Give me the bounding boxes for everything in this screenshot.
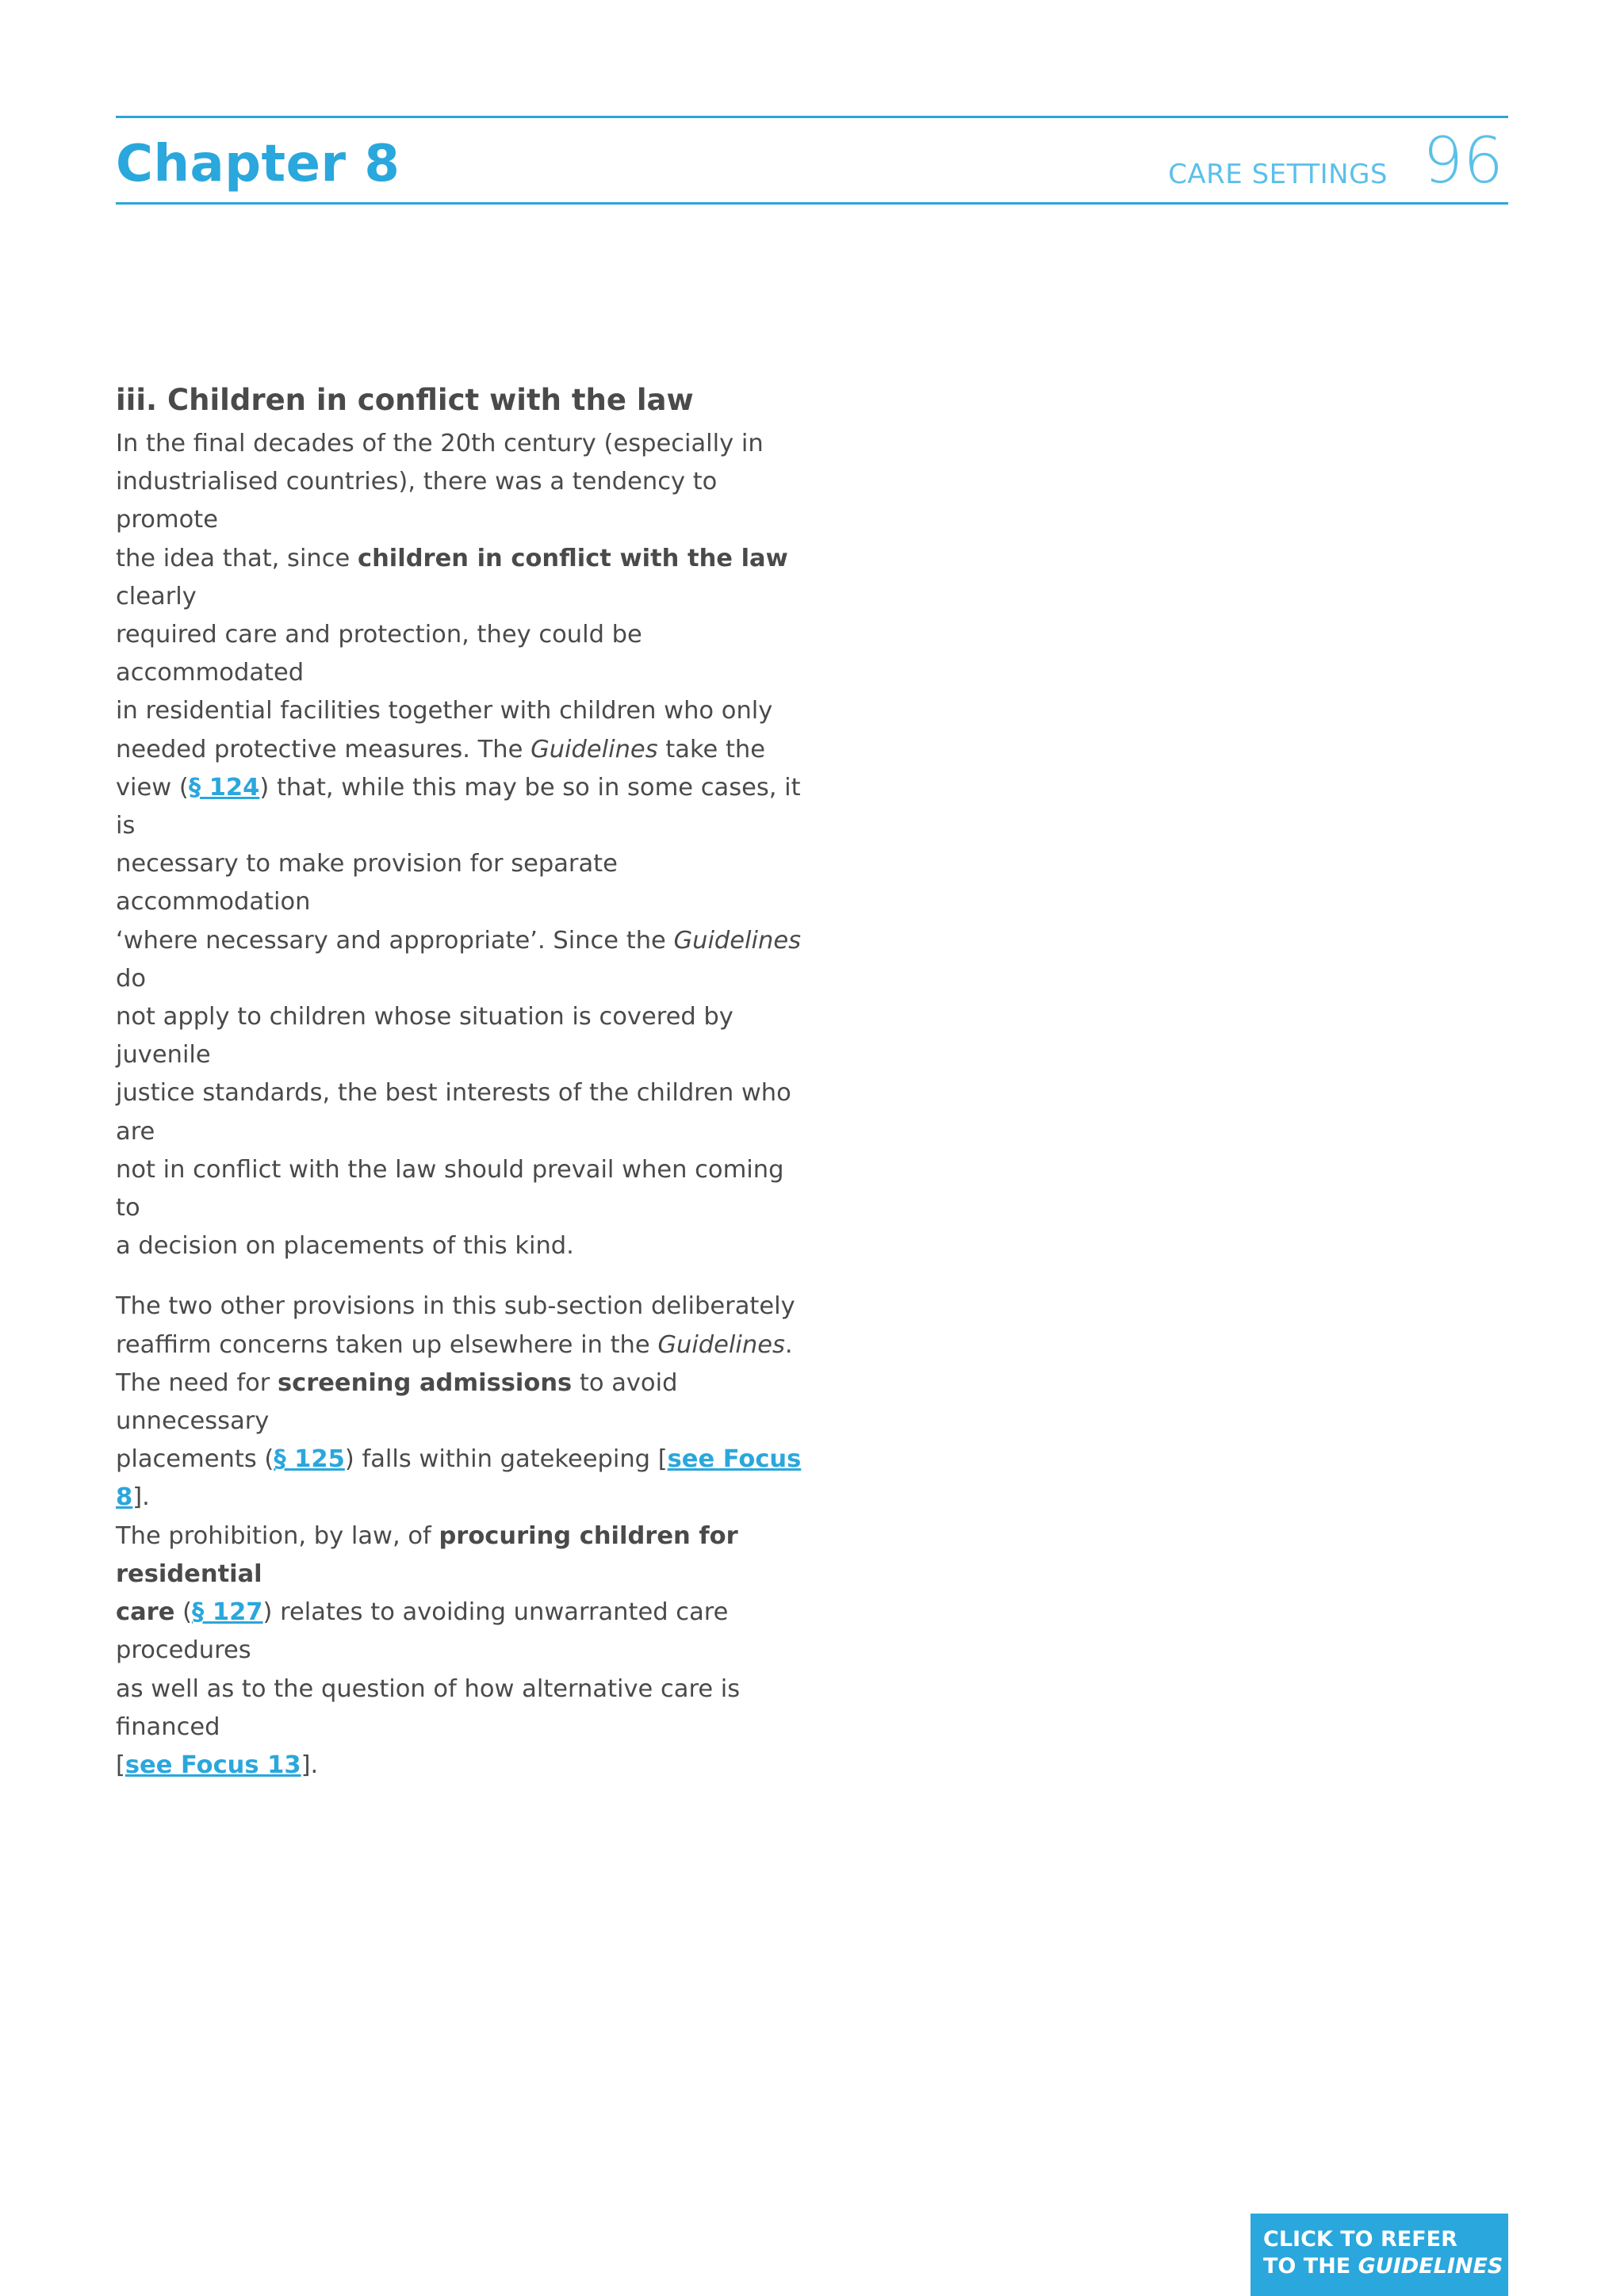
text-run: ) that, while this may be so in some cases, it is necessary to make provision for separate accommodation ‘where necessary and appropriate’. Since the — [116, 773, 801, 955]
text-run: In the final decades of the 20th century (especially in industrialised countries), there was a tendency to promote the idea that, since — [116, 430, 764, 572]
text-run: The two other provisions in this sub-section deliberately reaffirm concerns taken up elsewhere in the — [116, 1292, 795, 1359]
text-run: ( — [174, 1598, 192, 1627]
article-body — [116, 381, 814, 1807]
cta-emphasis: GUIDELINES — [1358, 2254, 1503, 2279]
cta-prefix: TO THE — [1263, 2254, 1358, 2279]
cta-line-2 — [1263, 2253, 1508, 2280]
link-section-124[interactable]: § 124 — [188, 773, 260, 802]
page-number: 96 — [1423, 124, 1503, 197]
italic-term: Guidelines — [673, 926, 801, 955]
text-run: to avoid unnecessary placements ( — [116, 1368, 678, 1474]
bold-term: screening admissions — [277, 1368, 573, 1397]
text-run: ) falls within gatekeeping [ — [344, 1445, 668, 1474]
italic-term: Guidelines — [657, 1330, 785, 1359]
section-title: CARE SETTINGS — [1168, 159, 1388, 190]
chapter-title: Chapter 8 — [116, 135, 400, 193]
text-run: take the view ( — [116, 735, 766, 802]
text-run: ]. The prohibition, by law, of — [116, 1483, 431, 1550]
text-run: ]. — [301, 1751, 319, 1779]
cta-line-1: CLICK TO REFER — [1263, 2227, 1457, 2252]
paragraph-1 — [116, 425, 814, 1265]
section-heading: iii. Children in conflict with the law — [116, 383, 694, 417]
link-section-127[interactable]: § 127 — [192, 1598, 263, 1627]
bold-term: procuring children for residential care — [116, 1521, 738, 1627]
refer-guidelines-button[interactable] — [1251, 2214, 1508, 2296]
link-focus-8[interactable]: see Focus 8 — [116, 1445, 802, 1512]
text-run: ) relates to avoiding unwarranted care procedures as well as to the question of how alternative care is financed [ — [116, 1598, 741, 1779]
text-run: clearly required care and protection, they could be accommodated in residential facilities together with children who only needed protective measures. The — [116, 582, 773, 763]
paragraph-2 — [116, 1288, 814, 1785]
text-run: do not apply to children whose situation is covered by juvenile justice standards, the best interests of the children who are not in conflict with the law should prevail when coming to a decision on placements of this kind. — [116, 964, 791, 1261]
page-header — [116, 116, 1508, 205]
link-section-125[interactable]: § 125 — [274, 1445, 345, 1474]
italic-term: Guidelines — [530, 735, 658, 763]
text-run: . The need for — [116, 1330, 793, 1397]
bold-term: children in conflict with the law — [358, 544, 788, 572]
link-focus-13[interactable]: see Focus 13 — [124, 1751, 301, 1779]
